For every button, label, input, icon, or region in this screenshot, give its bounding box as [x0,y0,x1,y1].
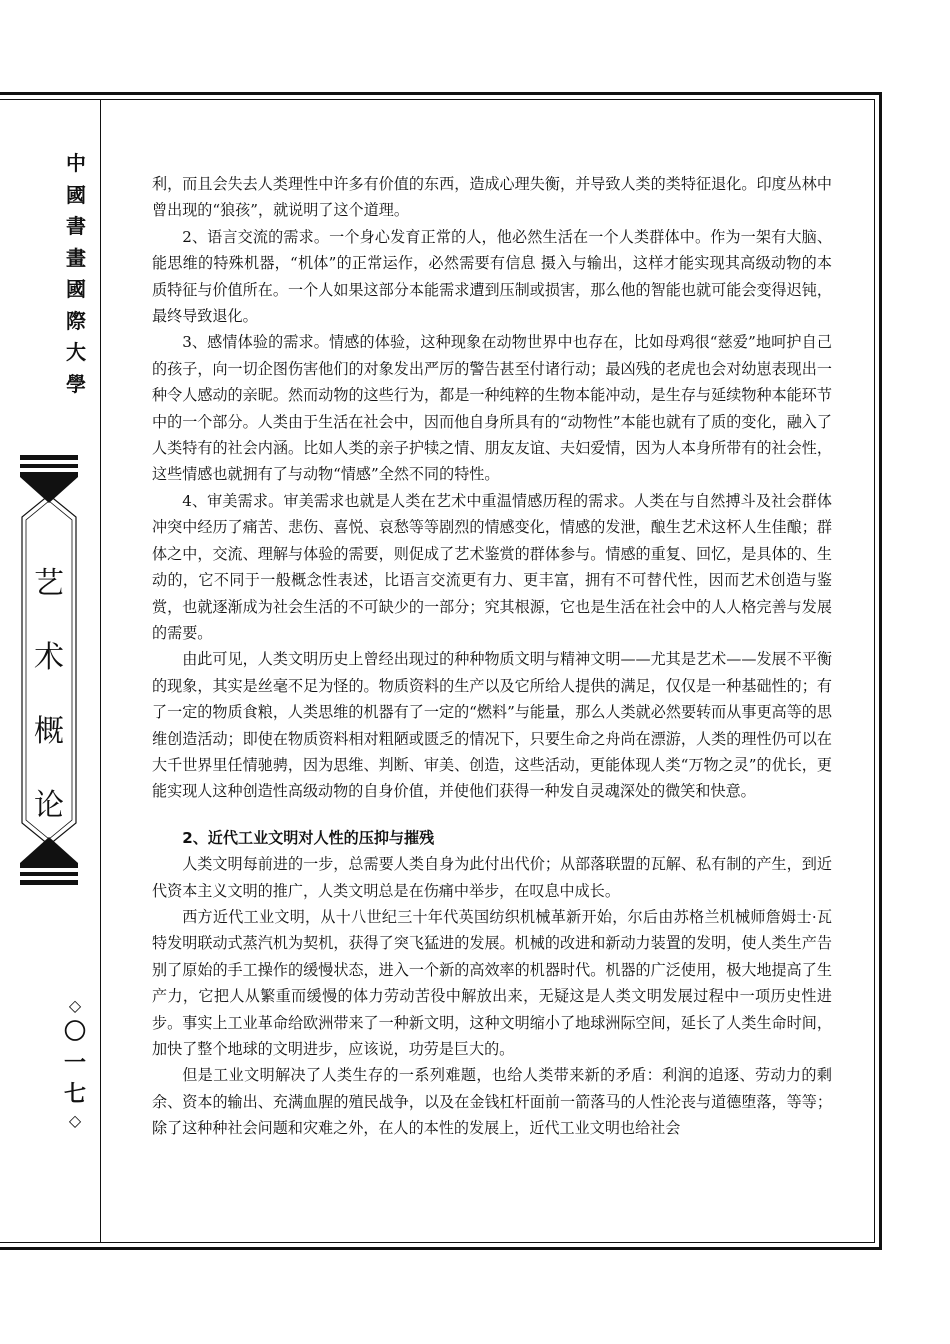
page-number-digits [60,1017,90,1110]
diamond-icon: ◇ [68,996,82,1015]
paragraph: 利，而且会失去人类理性中许多有价值的东西，造成心理失衡，并导致人类的类特征退化。印度丛林中曾出现的“狼孩”，就说明了这个道理。 [152,175,832,220]
section-heading: 2、近代工业文明对人性的压抑与摧残 [182,828,435,847]
school-name-char: 學 [66,371,86,396]
school-name-char: 國 [66,182,86,207]
book-title-char: 艺 [34,566,64,601]
book-title-panel [18,455,80,885]
body-text [152,171,832,1142]
school-name [58,148,94,400]
book-title-char: 术 [34,640,64,675]
diamond-icon: ◇ [68,1111,82,1130]
paragraph: 西方近代工业文明，从十八世纪三十年代英国纺织机械革新开始，尔后由苏格兰机械师詹姆士·瓦特发明联动式蒸汽机为契机，获得了突飞猛进的发展。机械的改进和新动力装置的发明，使人类生产告别了原始的手工操作的缓慢状态，进入一个新的高效率的机器时代。机器的广泛使用，极大地提高了生产力，它把人从繁重而缓慢的体力劳动苦役中解放出来，无疑这是人类文明发展过程中一项历史性进步。事实上工业革命给欧洲带来了一种新文明，这种文明缩小了地球洲际空间，延长了人类生命时间，加快了整个地球的文明进步，应该说，功劳是巨大的。 [152,907,832,1058]
page-number-digit: 七 [63,1082,86,1107]
paragraph: 但是工业文明解决了人类生存的一系列难题，也给人类带来新的矛盾：利润的追逐、劳动力的剩余、资本的输出、充满血腥的殖民战争，以及在金钱杠杆面前一箭落马的人性沦丧与道德堕落，等等；除了这种种社会问题和灾难之外，在人的本性的发展上，近代工业文明也给社会 [152,1066,832,1138]
school-name-char: 書 [66,214,86,238]
school-name-char: 大 [66,340,86,364]
paragraph: 人类文明每前进的一步，总需要人类自身为此付出代价；从部落联盟的瓦解、私有制的产生，到近代资本主义文明的推广，人类文明总是在伤痛中举步，在叹息中成长。 [152,855,832,900]
page-number [60,995,90,1132]
paragraph: 4、审美需求。审美需求也就是人类在艺术中重温情感历程的需求。人类在与自然搏斗及社会群体冲突中经历了痛苦、悲伤、喜悦、哀愁等等剧烈的情感变化，情感的发泄，酿生艺术这杯人生佳酿；群体之中，交流、理解与体验的需要，则促成了艺术鉴赏的群体参与。情感的重复、回忆，是具体的、生动的，它不同于一般概念性表述，比语言交流更有力、更丰富，拥有不可替代性，因而艺术创造与鉴赏，也就逐渐成为社会生活的不可缺少的一部分；究其根源，它也是生活在社会中的人人格完善与发展的需要。 [152,491,832,642]
book-title-char: 概 [34,714,64,749]
school-name-char: 中 [66,151,86,175]
paragraph: 2、语言交流的需求。一个身心发育正常的人，他必然生活在一个人类群体中。作为一架有大脑、能思维的特殊机器，“机体”的正常运作，必然需要有信息 摄入与输出，这样才能实现其高级动物的本质特征与价值所在。一个人如果这部分本能需求遭到压制或损害，那么他的智能也就可能会变得迟钝，最终导致退化。 [152,227,832,326]
page-number-digit: 一 [63,1051,86,1076]
school-name-char: 國 [66,277,86,301]
book-title [18,547,80,843]
school-name-char: 畫 [66,245,86,270]
school-name-char: 際 [66,308,86,333]
page-number-digit: 〇 [63,1020,86,1045]
paragraph: 3、感情体验的需求。情感的体验，这种现象在动物世界中也存在，比如母鸡很“慈爱”地呵护自己的孩子，向一切企图伤害他们的对象发出严厉的警告甚至付诸行动；最凶残的老虎也会对幼崽表现出一种令人感动的亲昵。然而动物的这些行为，都是一种纯粹的生物本能冲动，是生存与延续物种本能环节中的一个部分。人类由于生活在社会中，因而他自身所具有的“动物性”本能也就有了质的变化，融入了人类特有的社会内涵。比如人类的亲子护犊之情、朋友友谊、夫妇爱情，因为人本身所带有的社会性，这些情感也就拥有了与动物“情感”全然不同的特性。 [152,333,832,484]
paragraph: 由此可见，人类文明历史上曾经出现过的种种物质文明与精神文明——尤其是艺术——发展不平衡的现象，其实是丝毫不足为怪的。物质资料的生产以及它所给人提供的满足，仅仅是一种基础性的；有了一定的物质食粮，人类思维的机器有了一定的“燃料”与能量，那么人类就必然要转而从事更高等的思维创造活动；即使在物质资料相对粗陋或匮乏的情况下，只要生命之舟尚在漂游，人类的理性仍可以在大千世界里任情驰骋，因为思维、判断、审美、创造，这些活动，更能体现人类“万物之灵”的优长，更能实现人这种创造性高级动物的自身价值，并使他们获得一种发自灵魂深处的微笑和快意。 [152,650,832,801]
sidebar-divider [100,99,101,1243]
book-title-char: 论 [34,788,64,823]
